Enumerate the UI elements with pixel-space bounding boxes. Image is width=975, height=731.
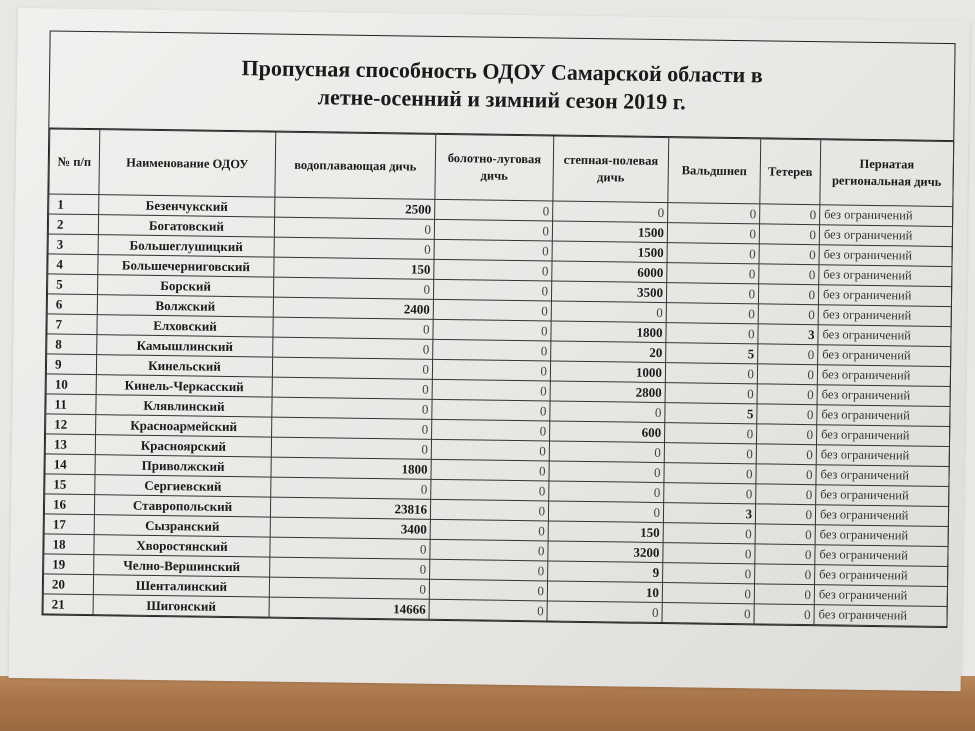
steppe-value: 0 (553, 201, 668, 223)
woodcock-value: 0 (664, 483, 756, 504)
marsh-value: 0 (432, 419, 550, 441)
steppe-value: 3500 (551, 281, 666, 303)
grouse-value: 0 (754, 604, 814, 625)
odou-name: Богатовский (98, 215, 274, 237)
row-number: 17 (44, 514, 94, 535)
grouse-value: 0 (754, 584, 814, 605)
grouse-value: 0 (759, 264, 819, 285)
header-woodcock: Вальдшнеп (668, 138, 761, 204)
steppe-value: 0 (549, 441, 664, 463)
grouse-value: 0 (759, 244, 819, 265)
regional-value: без ограничений (817, 405, 950, 427)
document-frame (42, 30, 956, 628)
regional-value: без ограничений (814, 585, 947, 607)
steppe-value: 150 (548, 521, 663, 543)
grouse-value: 0 (756, 484, 816, 505)
row-number: 9 (46, 354, 96, 375)
waterfowl-value: 1800 (271, 457, 431, 479)
woodcock-value: 0 (663, 523, 755, 544)
paper-sheet (9, 8, 970, 691)
grouse-value: 0 (756, 444, 816, 465)
marsh-value: 0 (432, 359, 550, 381)
steppe-value: 0 (549, 461, 664, 483)
regional-value: без ограничений (816, 485, 949, 507)
odou-name: Шигонский (93, 595, 269, 617)
odou-name: Безенчукский (99, 195, 275, 217)
marsh-value: 0 (431, 479, 549, 501)
row-number: 21 (43, 594, 93, 615)
header-name: Наименование ОДОУ (99, 130, 276, 197)
steppe-value: 0 (547, 601, 662, 623)
woodcock-value: 0 (662, 603, 754, 624)
waterfowl-value: 0 (272, 397, 432, 419)
woodcock-value: 0 (664, 423, 756, 444)
row-number: 13 (45, 434, 95, 455)
header-regional: Пернатая региональная дичь (820, 140, 954, 207)
regional-value: без ограничений (818, 285, 951, 307)
regional-value: без ограничений (818, 305, 951, 327)
woodcock-value: 0 (665, 383, 757, 404)
odou-name: Красноармейский (96, 415, 272, 437)
woodcock-value: 0 (667, 243, 759, 264)
woodcock-value: 5 (665, 403, 757, 424)
waterfowl-value: 0 (270, 557, 430, 579)
steppe-value: 1500 (552, 221, 667, 243)
regional-value: без ограничений (818, 345, 951, 367)
waterfowl-value: 14666 (269, 597, 429, 619)
marsh-value: 0 (430, 539, 548, 561)
document-title-line-2: летне-осенний и зимний сезон 2019 г. (317, 84, 686, 115)
grouse-value: 0 (755, 564, 815, 585)
grouse-value: 0 (759, 224, 819, 245)
marsh-value: 0 (432, 399, 550, 421)
odou-name: Кинельский (96, 355, 272, 377)
capacity-table (43, 128, 955, 627)
grouse-value: 0 (758, 284, 818, 305)
row-number: 4 (48, 254, 98, 275)
odou-name: Приволжский (95, 455, 271, 477)
regional-value: без ограничений (816, 445, 949, 467)
marsh-value: 0 (429, 599, 547, 621)
odou-name: Сергиевский (95, 475, 271, 497)
marsh-value: 0 (433, 279, 551, 301)
steppe-value: 600 (550, 421, 665, 443)
regional-value: без ограничений (820, 205, 953, 227)
waterfowl-value: 0 (271, 437, 431, 459)
woodcock-value: 0 (666, 323, 758, 344)
grouse-value: 3 (758, 324, 818, 345)
odou-name: Волжский (97, 295, 273, 317)
row-number: 7 (47, 314, 97, 335)
title-box (49, 31, 954, 141)
steppe-value: 0 (551, 301, 666, 323)
waterfowl-value: 0 (270, 537, 430, 559)
marsh-value: 0 (435, 199, 553, 221)
regional-value: без ограничений (819, 245, 952, 267)
marsh-value: 0 (434, 239, 552, 261)
steppe-value: 9 (548, 561, 663, 583)
woodcock-value: 5 (666, 343, 758, 364)
steppe-value: 1500 (552, 241, 667, 263)
steppe-value: 10 (547, 581, 662, 603)
odou-name: Елховский (97, 315, 273, 337)
steppe-value: 1800 (551, 321, 666, 343)
regional-value: без ограничений (816, 425, 949, 447)
odou-name: Борский (98, 275, 274, 297)
grouse-value: 0 (758, 344, 818, 365)
odou-name: Клявлинский (96, 395, 272, 417)
odou-name: Большечерниговский (98, 255, 274, 277)
odou-name: Хворостянский (94, 535, 270, 557)
marsh-value: 0 (434, 219, 552, 241)
regional-value: без ограничений (817, 365, 950, 387)
row-number: 18 (44, 534, 94, 555)
row-number: 12 (46, 414, 96, 435)
grouse-value: 0 (755, 504, 815, 525)
woodcock-value: 0 (666, 283, 758, 304)
header-marsh: болотно-луговая дичь (435, 134, 554, 201)
row-number: 3 (48, 234, 98, 255)
row-number: 19 (44, 554, 94, 575)
odou-name: Большеглушицкий (98, 235, 274, 257)
marsh-value: 0 (430, 559, 548, 581)
row-number: 10 (46, 374, 96, 395)
marsh-value: 0 (430, 499, 548, 521)
waterfowl-value: 150 (274, 257, 434, 279)
regional-value: без ограничений (815, 525, 948, 547)
steppe-value: 1000 (550, 361, 665, 383)
woodcock-value: 0 (663, 563, 755, 584)
marsh-value: 0 (434, 259, 552, 281)
steppe-value: 0 (548, 501, 663, 523)
grouse-value: 0 (757, 364, 817, 385)
waterfowl-value: 0 (273, 337, 433, 359)
marsh-value: 0 (431, 459, 549, 481)
steppe-value: 3200 (548, 541, 663, 563)
odou-name: Кинель-Черкасский (96, 375, 272, 397)
waterfowl-value: 0 (272, 357, 432, 379)
grouse-value: 0 (760, 204, 820, 225)
regional-value: без ограничений (818, 325, 951, 347)
row-number: 11 (46, 394, 96, 415)
waterfowl-value: 2500 (275, 197, 435, 219)
woodcock-value: 0 (667, 223, 759, 244)
row-number: 6 (47, 294, 97, 315)
waterfowl-value: 0 (272, 417, 432, 439)
grouse-value: 0 (758, 304, 818, 325)
header-grouse: Тетерев (760, 139, 821, 205)
row-number: 16 (44, 494, 94, 515)
row-number: 1 (49, 194, 99, 215)
waterfowl-value: 2400 (273, 297, 433, 319)
odou-name: Камышлинский (97, 335, 273, 357)
waterfowl-value: 0 (271, 477, 431, 499)
steppe-value: 0 (550, 401, 665, 423)
grouse-value: 0 (756, 424, 816, 445)
woodcock-value: 0 (668, 203, 760, 224)
woodcock-value: 0 (664, 463, 756, 484)
waterfowl-value: 3400 (270, 517, 430, 539)
marsh-value: 0 (431, 439, 549, 461)
woodcock-value: 0 (663, 543, 755, 564)
regional-value: без ограничений (815, 565, 948, 587)
row-number: 2 (48, 214, 98, 235)
grouse-value: 0 (756, 464, 816, 485)
regional-value: без ограничений (819, 225, 952, 247)
marsh-value: 0 (430, 519, 548, 541)
regional-value: без ограничений (817, 385, 950, 407)
steppe-value: 20 (551, 341, 666, 363)
regional-value: без ограничений (816, 465, 949, 487)
grouse-value: 0 (755, 544, 815, 565)
waterfowl-value: 0 (273, 277, 433, 299)
woodcock-value: 0 (665, 363, 757, 384)
grouse-value: 0 (757, 404, 817, 425)
waterfowl-value: 0 (273, 317, 433, 339)
document-title-line-1: Пропусная способность ОДОУ Самарской области в (241, 55, 763, 88)
waterfowl-value: 0 (274, 217, 434, 239)
table-body (43, 194, 953, 627)
odou-name: Шенталинский (93, 575, 269, 597)
grouse-value: 0 (755, 524, 815, 545)
odou-name: Челно-Вершинский (94, 555, 270, 577)
regional-value: без ограничений (815, 545, 948, 567)
woodcock-value: 0 (666, 303, 758, 324)
woodcock-value: 3 (663, 503, 755, 524)
row-number: 20 (43, 574, 93, 595)
header-num: № п/п (49, 129, 100, 195)
odou-name: Сызранский (94, 515, 270, 537)
row-number: 5 (48, 274, 98, 295)
odou-name: Ставропольский (94, 495, 270, 517)
marsh-value: 0 (433, 319, 551, 341)
marsh-value: 0 (429, 579, 547, 601)
waterfowl-value: 0 (272, 377, 432, 399)
regional-value: без ограничений (814, 605, 947, 627)
marsh-value: 0 (433, 299, 551, 321)
row-number: 15 (45, 474, 95, 495)
odou-name: Красноярский (95, 435, 271, 457)
woodcock-value: 0 (667, 263, 759, 284)
marsh-value: 0 (433, 339, 551, 361)
steppe-value: 0 (549, 481, 664, 503)
header-steppe: степная-полевая дичь (553, 136, 669, 203)
steppe-value: 6000 (552, 261, 667, 283)
marsh-value: 0 (432, 379, 550, 401)
waterfowl-value: 0 (269, 577, 429, 599)
steppe-value: 2800 (550, 381, 665, 403)
row-number: 14 (45, 454, 95, 475)
waterfowl-value: 0 (274, 237, 434, 259)
woodcock-value: 0 (662, 583, 754, 604)
regional-value: без ограничений (815, 505, 948, 527)
regional-value: без ограничений (819, 265, 952, 287)
woodcock-value: 0 (664, 443, 756, 464)
waterfowl-value: 23816 (270, 497, 430, 519)
grouse-value: 0 (757, 384, 817, 405)
header-waterfowl: водоплавающая дичь (275, 132, 436, 199)
row-number: 8 (47, 334, 97, 355)
